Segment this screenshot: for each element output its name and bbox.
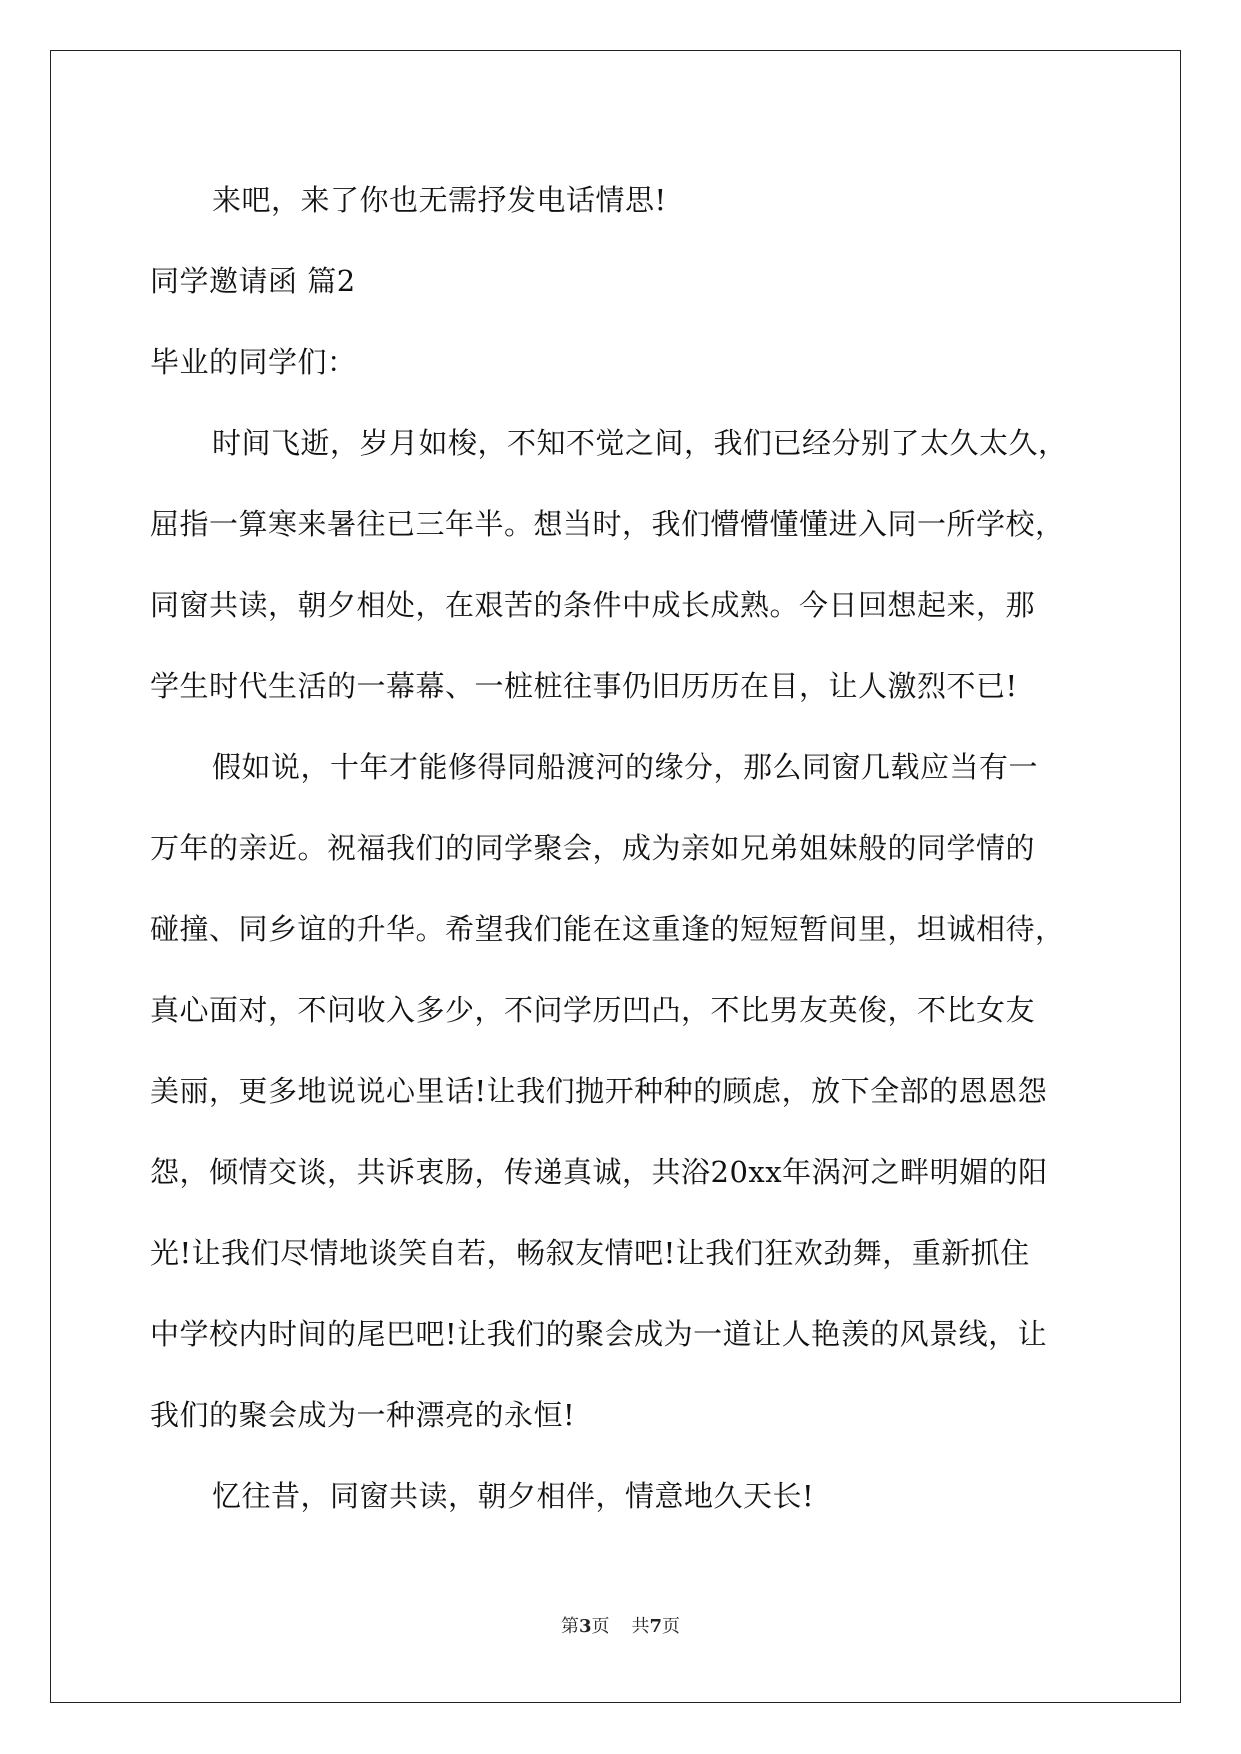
paragraph-line: 忆往昔，同窗共读，朝夕相伴，情意地久天长!	[212, 1479, 815, 1513]
paragraph-line: 屈指一算寒来暑往已三年半。想当时，我们懵懵懂懂进入同一所学校，	[150, 507, 1065, 541]
page-current-number: 3	[578, 1616, 592, 1637]
page-footer	[0, 1612, 1241, 1638]
paragraph-line: 假如说，十年才能修得同船渡河的缘分，那么同窗几载应当有一	[212, 750, 1039, 784]
paragraph-line: 我们的聚会成为一种漂亮的永恒!	[150, 1398, 576, 1432]
paragraph-line: 学生时代生活的一幕幕、一桩桩往事仍旧历历在目，让人激烈不已!	[150, 669, 1018, 703]
paragraph-line: 光!让我们尽情地谈笑自若，畅叙友情吧!让我们狂欢劲舞，重新抓住	[150, 1236, 1030, 1270]
page-prefix: 第	[560, 1616, 579, 1637]
paragraph-line: 时间飞逝，岁月如梭，不知不觉之间，我们已经分别了太久太久，	[212, 426, 1068, 460]
paragraph-line: 中学校内时间的尾巴吧!让我们的聚会成为一道让人艳羡的风景线，让	[150, 1317, 1048, 1351]
page-suffix: 页	[591, 1616, 610, 1637]
page-total-number: 7	[649, 1616, 663, 1637]
salutation: 毕业的同学们：	[150, 345, 357, 379]
paragraph-line: 真心面对，不问收入多少，不问学历凹凸，不比男友英俊，不比女友	[150, 993, 1036, 1027]
total-prefix: 共	[631, 1616, 650, 1637]
paragraph-line: 同窗共读，朝夕相处，在艰苦的条件中成长成熟。今日回想起来，那	[150, 588, 1036, 622]
document-body	[150, 160, 1090, 1537]
paragraph-line: 来吧，来了你也无需抒发电话情思!	[212, 183, 667, 217]
section-heading: 同学邀请函 篇2	[150, 264, 356, 298]
paragraph-line: 美丽，更多地说说心里话!让我们抛开种种的顾虑，放下全部的恩恩怨	[150, 1074, 1048, 1108]
total-suffix: 页	[662, 1616, 681, 1637]
paragraph-line: 碰撞、同乡谊的升华。希望我们能在这重逢的短短暂间里，坦诚相待，	[150, 912, 1065, 946]
paragraph-line: 怨，倾情交谈，共诉衷肠，传递真诚，共浴20xx年涡河之畔明媚的阳	[150, 1155, 1048, 1189]
paragraph-line: 万年的亲近。祝福我们的同学聚会，成为亲如兄弟姐妹般的同学情的	[150, 831, 1036, 865]
